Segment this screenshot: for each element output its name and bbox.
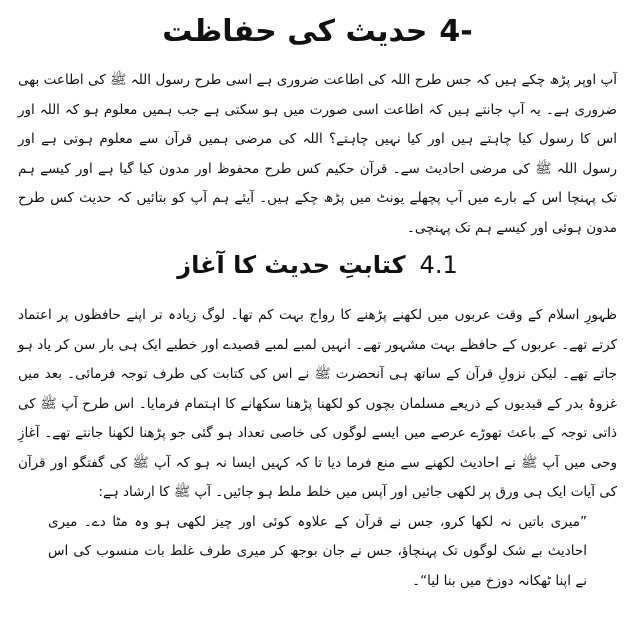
intro-paragraph: آپ اوپر پڑھ چکے ہیں کہ جس طرح اللہ کی اطاعت ضروری ہے اسی طرح رسول اللہ ﷺ کی اطاعت بھی ضروری ہے۔ یہ آپ جانتے ہیں کہ اطاعت اسی صورت میں ہو سکتی ہے جب ہمیں معلوم ہو کہ اللہ اور اس کا رسول کیا چاہتے ہیں اور کیا نہیں چاہتے؟ اللہ کی مرضی ہمیں قرآن سے معلوم ہوتی ہے اور رسول اللہ ﷺ کی مرضی احادیث سے۔ قرآن حکیم کس طرح محفوظ اور مدون کیا گیا ہے اور کیسے ہم تک پہنچا اس کے بارے میں آپ پچھلے یونٹ میں پڑھ چکے ہیں۔ آیئے ہم آپ کو بتائیں کہ حدیث کس طرح مدون ہوئی اور کیسے ہم تک پہنچی۔: [18, 72, 617, 236]
chapter-heading: [18, 14, 617, 60]
section-paragraph: ظہورِ اسلام کے وقت عربوں میں لکھنے پڑھنے کا رواج بہت کم تھا۔ لوگ زیادہ تر اپنے حافظوں پر اعتماد کرتے تھے۔ عربوں کے حافظے بہت مشہور تھے۔ انہیں لمبے لمبے قصیدے اور خطبے ایک ہی بار سن کر یاد ہو جاتے تھے۔ لیکن نزولِ قرآن کے ساتھ ہی آنحضرت ﷺ نے اس کی کتابت کی طرف توجہ فرمائی۔ بعد میں غزوۂ بدر کے قیدیوں کے ذریعے مسلمان بچوں کو لکھنا پڑھنا سکھانے کا اہتمام فرمایا۔ اس طرح آپ ﷺ کی ذاتی توجہ کے باعث تھوڑے عرصے میں ایسے لوگوں کی خاصی تعداد ہو گئی جو پڑھنا لکھنا جانتے تھے۔ آغازِ وحی میں آپ ﷺ نے احادیث لکھنے سے منع فرما دیا تا کہ کہیں ایسا نہ ہو کہ آپ ﷺ کی گفتگو اور قرآن کی آیات ایک ہی ورق پر لکھی جائیں اور آپس میں خلط ملط ہو جائیں۔ آپ ﷺ کا ارشاد ہے:: [18, 307, 617, 500]
section-number: 4.1: [419, 251, 458, 279]
chapter-title: حدیث کی حفاظت: [162, 14, 428, 49]
chapter-number: 4-: [439, 14, 473, 49]
hadith-quote: ”میری باتیں نہ لکھا کرو، جس نے قرآن کے علاوہ کوئی اور چیز لکھی ہو وہ مٹا دے۔ میری احادیث بے شک لوگوں تک پہنچاؤ، جس نے جان بوجھ کر میری طرف غلط بات منسوب کی اس نے اپنا ٹھکانہ دوزخ میں بنا لیا“۔: [48, 513, 587, 589]
section-title: کتابتِ حدیث کا آغاز: [177, 251, 406, 279]
section-heading: [18, 251, 617, 295]
